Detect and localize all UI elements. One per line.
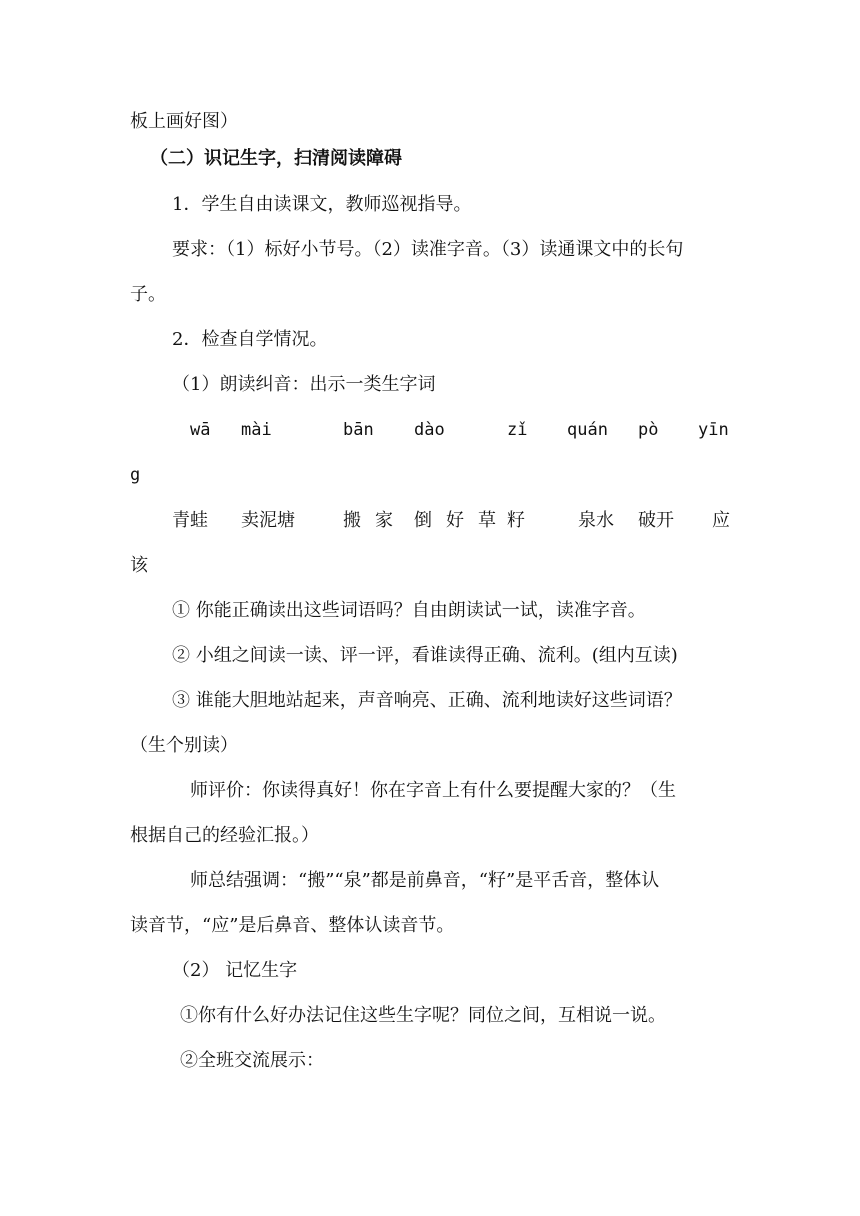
list-item: ②全班交流展示： (180, 1050, 324, 1071)
word: 籽 (507, 510, 525, 531)
word: 破开 (638, 510, 674, 531)
word: 草 (478, 510, 496, 531)
pinyin: yīn (698, 420, 729, 440)
pinyin: dào (414, 420, 445, 440)
text-line: 1．学生自由读课文，教师巡视指导。 (172, 194, 472, 215)
list-item: ② 小组之间读一读、评一评，看谁读得正确、流利。(组内互读) (172, 645, 678, 666)
word: 卖泥塘 (241, 510, 295, 531)
word: 家 (375, 510, 393, 531)
pinyin: wā (190, 420, 211, 440)
word: 泉水 (578, 510, 614, 531)
word: 好 (446, 510, 464, 531)
text-line: 要求：（1）标好小节号。（2）读准字音。（3）读通课文中的长句 (172, 239, 684, 260)
list-item: ③ 谁能大胆地站起来，声音响亮、正确、流利地读好这些词语？ (172, 690, 682, 711)
text-line: 板上画好图） (130, 111, 238, 132)
word: 搬 (343, 510, 361, 531)
word: 青蛙 (172, 510, 208, 531)
pinyin: mài (241, 420, 272, 440)
pinyin: bān (343, 420, 374, 440)
text-line: 根据自己的经验汇报。） (130, 825, 319, 846)
pinyin: g (130, 465, 141, 485)
pinyin: quán (567, 420, 608, 440)
word: 应 (712, 510, 730, 531)
list-item: ① 你能正确读出这些词语吗？自由朗读试一试，读准字音。 (172, 600, 646, 621)
text-line: （生个别读） (130, 735, 238, 756)
text-line: 子。 (130, 284, 166, 305)
text-line: 师总结强调：“搬”“泉”都是前鼻音，“籽”是平舌音，整体认 (190, 870, 660, 891)
text-line: 师评价：你读得真好！你在字音上有什么要提醒大家的？（生 (190, 780, 676, 801)
pinyin: zǐ (507, 420, 528, 440)
sub-heading: （2） 记忆生字 (172, 960, 298, 981)
section-heading: （二）识记生字，扫清阅读障碍 (150, 148, 402, 169)
pinyin: pò (638, 420, 659, 440)
word: 该 (130, 555, 148, 576)
text-line: （1）朗读纠音：出示一类生字词 (172, 374, 436, 395)
text-line: 2．检查自学情况。 (172, 329, 328, 350)
word: 倒 (414, 510, 432, 531)
text-line: 读音节，“应”是后鼻音、整体认读音节。 (130, 915, 455, 936)
list-item: ①你有什么好办法记住这些生字呢？同位之间，互相说一说。 (180, 1005, 666, 1026)
